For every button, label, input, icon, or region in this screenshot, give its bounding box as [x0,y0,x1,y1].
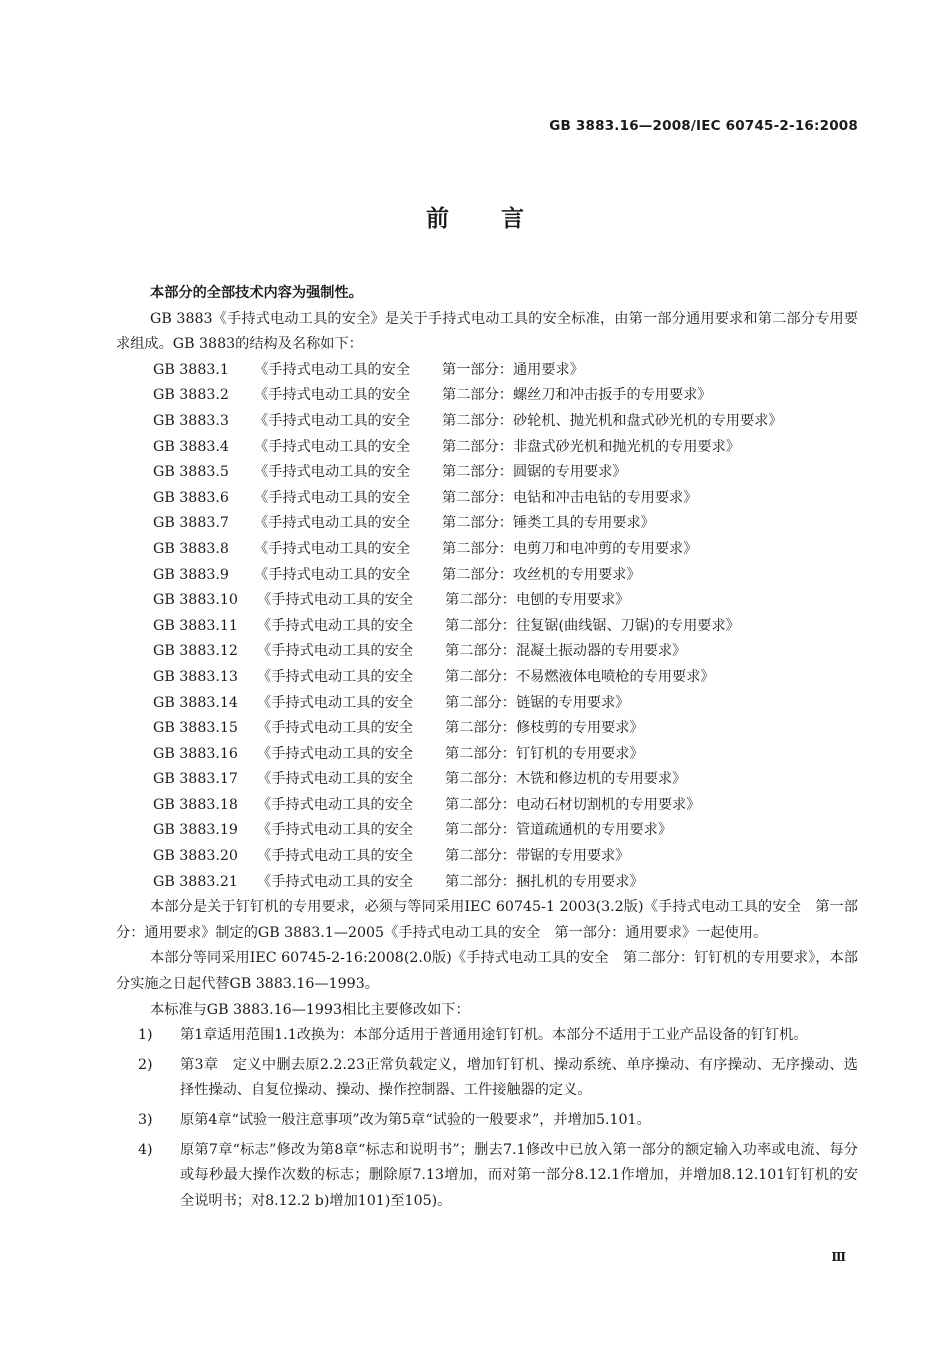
standard-item [116,383,858,409]
modification-number: 3) [138,1112,153,1128]
modification-text: 第3章 定义中删去原2.2.23正常负载定义，增加钉钉机、操动系统、单序操动、有序操动、无序操动、选择性操动、自复位操动、操动、操作控制器、工件接触器的定义。 [180,1056,858,1099]
document-body [116,281,858,1218]
standard-part-title: 第二部分：混凝土振动器的专用要求》 [445,643,687,660]
standard-code: GB 3883.10 [153,592,238,609]
standard-series-title: 《手持式电动工具的安全 [254,361,411,378]
mandatory-statement: 本部分的全部技术内容为强制性。 [150,285,363,301]
modification-item [116,1108,858,1134]
modification-text: 原第4章“试验一般注意事项”改为第5章“试验的一般要求”，并增加5.101。 [180,1112,651,1128]
standard-part-title: 第二部分：管道疏通机的专用要求》 [445,822,673,839]
modification-text: 第1章适用范围1.1改换为：本部分适用于普通用途钉钉机。本部分不适用于工业产品设备的钉钉机。 [180,1027,808,1044]
standard-part-title: 第一部分：通用要求》 [442,361,584,378]
modification-number: 1) [138,1027,153,1044]
standard-code: GB 3883.4 [153,438,229,455]
standard-item [116,537,858,563]
standard-code: GB 3883.6 [153,489,229,506]
standard-item [116,870,858,896]
standard-series-title: 《手持式电动工具的安全 [257,617,414,634]
standard-code: GB 3883.18 [153,796,238,813]
page-title: 前言 [426,206,576,232]
standard-code: GB 3883.3 [153,412,229,429]
standard-series-title: 《手持式电动工具的安全 [257,592,414,609]
standard-part-title: 第二部分：砂轮机、抛光机和盘式砂光机的专用要求》 [442,412,783,429]
standard-part-title: 第二部分：带锯的专用要求》 [445,848,630,865]
standard-series-title: 《手持式电动工具的安全 [257,745,414,762]
standard-part-title: 第二部分：链锯的专用要求》 [445,694,630,711]
standard-part-title: 第二部分：圆锯的专用要求》 [442,464,627,481]
standard-series-title: 《手持式电动工具的安全 [254,387,411,404]
standard-code: GB 3883.11 [153,617,238,634]
modification-item [116,1023,858,1049]
standard-code: GB 3883.19 [153,822,238,839]
adoption-paragraph: 本部分等同采用IEC 60745-2-16:2008(2.0版)《手持式电动工具的安全 第二部分：钉钉机的专用要求》，本部分实施之日起代替GB 3883.16—1993。 [116,950,858,993]
standard-part-title: 第二部分：钉钉机的专用要求》 [445,745,644,762]
changes-intro: 本标准与GB 3883.16—1993相比主要修改如下： [150,1001,470,1018]
modification-text: 原第7章“标志”修改为第8章“标志和说明书”；删去7.1修改中已放入第一部分的额定输入功率或电流、每分或每秒最大操作次数的标志；删除原7.13增加，而对第一部分8.12.1作增加，并增加8.12.101钉钉机的安全说明书；对8.12.2 b)增加101)至105)。 [180,1141,858,1209]
standard-item [116,767,858,793]
standard-code: GB 3883.15 [153,720,238,737]
standard-code: GB 3883.14 [153,694,238,711]
standard-part-title: 第二部分：锤类工具的专用要求》 [442,515,655,532]
standard-code: GB 3883.20 [153,848,238,865]
standard-series-title: 《手持式电动工具的安全 [254,412,411,429]
standard-code: GB 3883.7 [153,515,229,532]
standard-series-title: 《手持式电动工具的安全 [257,771,414,788]
intro-paragraph: GB 3883《手持式电动工具的安全》是关于手持式电动工具的安全标准，由第一部分通用要求和第二部分专用要求组成。GB 3883的结构及名称如下： [116,310,858,353]
standard-series-title: 《手持式电动工具的安全 [257,873,414,890]
standard-item [116,844,858,870]
standard-part-title: 第二部分：攻丝机的专用要求》 [442,566,641,583]
page-number: Ⅲ [831,1250,846,1264]
standard-code: GB 3883.8 [153,540,229,557]
usage-paragraph: 本部分是关于钉钉机的专用要求，必须与等同采用IEC 60745-1 2003(3.2版)《手持式电动工具的安全 第一部分：通用要求》制定的GB 3883.1—2005《手持式电动工具的安全 第一部分：通用要求》一起使用。 [116,899,858,941]
standard-part-title: 第二部分：木铣和修边机的专用要求》 [445,771,687,788]
standard-item [116,409,858,435]
modifications-list [116,1023,858,1214]
standard-item [116,358,858,384]
standard-part-title: 第二部分：往复锯(曲线锯、刀锯)的专用要求》 [445,617,740,634]
standard-series-title: 《手持式电动工具的安全 [257,796,414,813]
standard-item [116,588,858,614]
standard-item [116,691,858,717]
standard-series-title: 《手持式电动工具的安全 [254,515,411,532]
standard-series-title: 《手持式电动工具的安全 [257,720,414,737]
standard-part-title: 第二部分：不易燃液体电喷枪的专用要求》 [445,668,715,685]
standard-code: GB 3883.13 [153,668,238,685]
standard-series-title: 《手持式电动工具的安全 [254,566,411,583]
standard-part-title: 第二部分：电剪刀和电冲剪的专用要求》 [442,540,698,557]
standard-code: GB 3883.5 [153,464,229,481]
standard-item [116,435,858,461]
standard-code: GB 3883.16 [153,745,238,762]
standard-code: GB 3883.21 [153,873,238,890]
standard-code: GB 3883.9 [153,566,229,583]
standard-part-title: 第二部分：电刨的专用要求》 [445,592,630,609]
standard-item [116,639,858,665]
standard-item [116,614,858,640]
standard-series-title: 《手持式电动工具的安全 [257,643,414,660]
standard-part-title: 第二部分：修枝剪的专用要求》 [445,720,644,737]
standard-item [116,563,858,589]
modification-number: 2) [138,1056,153,1073]
standards-list [116,358,858,895]
standard-series-title: 《手持式电动工具的安全 [254,464,411,481]
standard-series-title: 《手持式电动工具的安全 [254,540,411,557]
standard-item [116,460,858,486]
standard-part-title: 第二部分：螺丝刀和冲击扳手的专用要求》 [442,387,712,404]
standard-code: GB 3883.2 [153,387,229,404]
standard-header-code: GB 3883.16—2008/IEC 60745-2-16:2008 [549,118,858,134]
standard-item [116,742,858,768]
standard-code: GB 3883.17 [153,771,238,788]
standard-item [116,716,858,742]
standard-code: GB 3883.1 [153,361,229,378]
standard-item [116,665,858,691]
standard-item [116,818,858,844]
standard-item [116,486,858,512]
standard-series-title: 《手持式电动工具的安全 [257,822,414,839]
standard-series-title: 《手持式电动工具的安全 [257,694,414,711]
standard-code: GB 3883.12 [153,643,238,660]
modification-number: 4) [138,1141,153,1158]
standard-series-title: 《手持式电动工具的安全 [257,668,414,685]
standard-item [116,511,858,537]
standard-series-title: 《手持式电动工具的安全 [254,489,411,506]
modification-item [116,1138,858,1215]
standard-part-title: 第二部分：非盘式砂光机和抛光机的专用要求》 [442,438,740,455]
standard-series-title: 《手持式电动工具的安全 [257,848,414,865]
standard-item [116,793,858,819]
standard-part-title: 第二部分：电动石材切割机的专用要求》 [445,796,701,813]
modification-item [116,1053,858,1104]
standard-part-title: 第二部分：电钻和冲击电钻的专用要求》 [442,489,698,506]
standard-series-title: 《手持式电动工具的安全 [254,438,411,455]
standard-part-title: 第二部分：捆扎机的专用要求》 [445,873,644,890]
